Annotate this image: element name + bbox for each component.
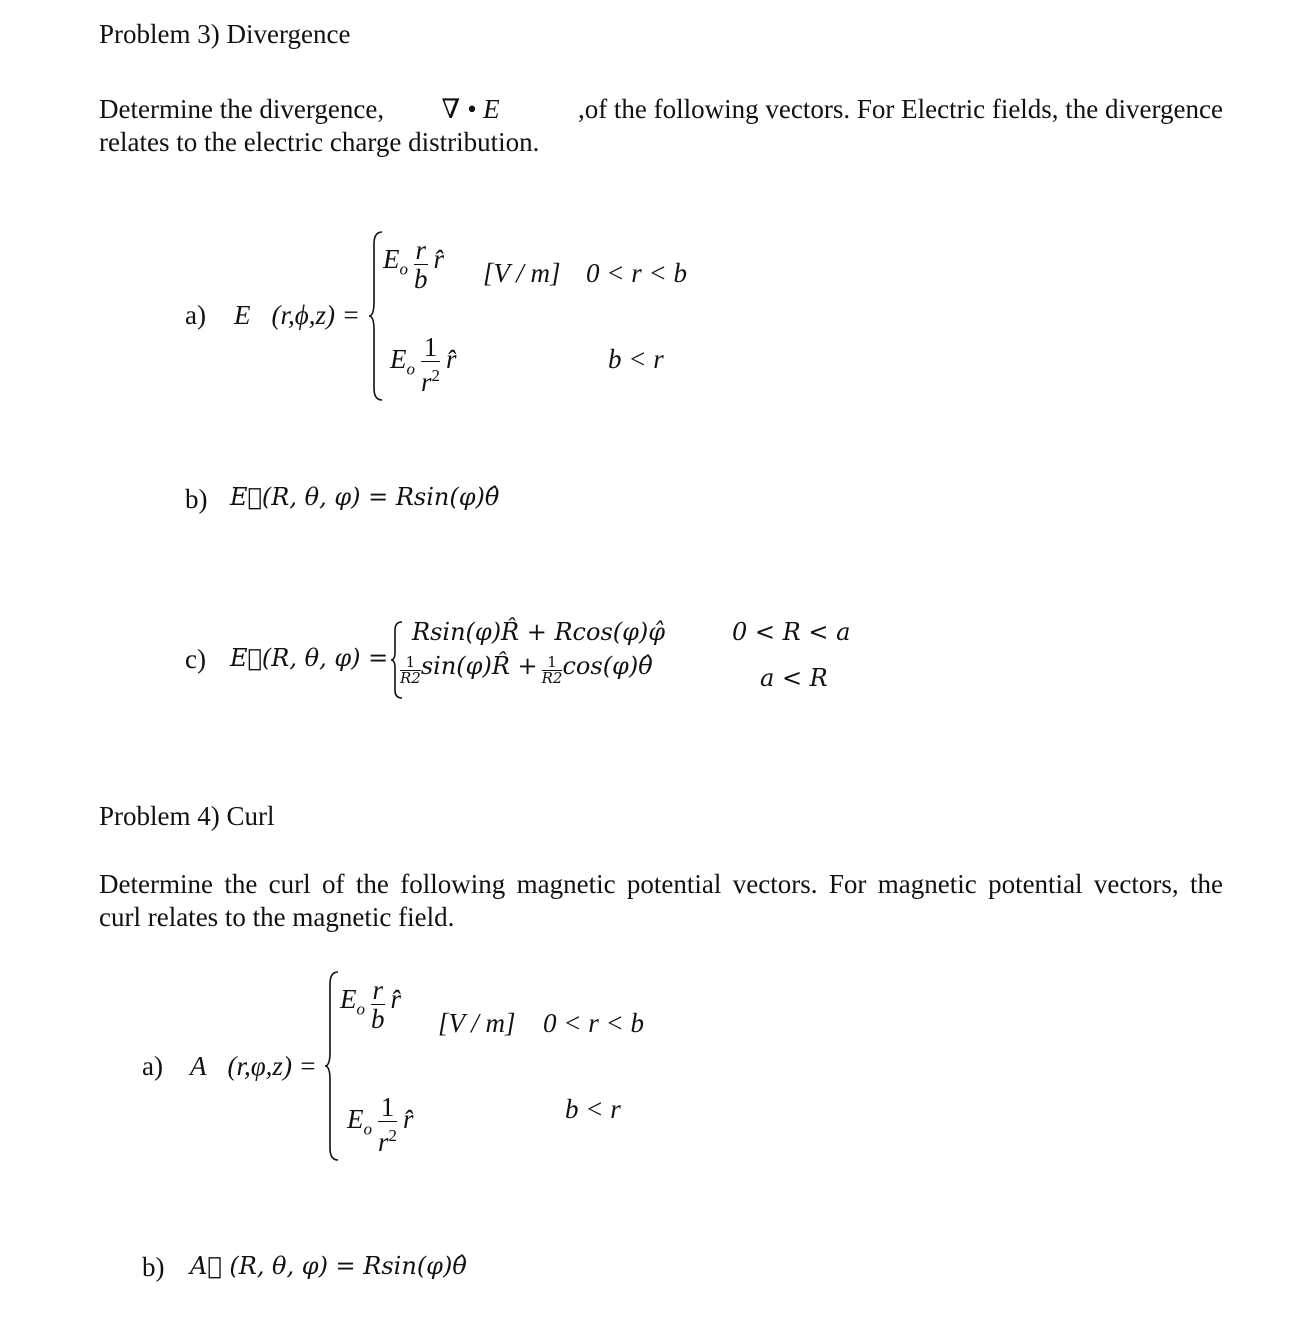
problem3-heading: Problem 3) Divergence: [99, 19, 351, 49]
p3a-range1: 0 < r < b: [586, 258, 687, 288]
p3a-units: [V / m]: [483, 258, 561, 288]
p3c-lhs: E⃗(R, θ, φ) =: [230, 644, 389, 672]
p3c-range2: a < R: [760, 664, 828, 692]
p3b-label: b): [185, 484, 208, 514]
p3c-range1: 0 < R < a: [732, 618, 851, 646]
p4a-case2: $E_o$ $\frac{1}{r^2}$ r̂: [347, 1092, 414, 1157]
p3c-case1-expr: Rsin(φ)R̂ + Rcos(φ)φ̂: [412, 618, 666, 646]
problem4-intro-line1: Determine the curl of the following magnetic potential vectors. For magnetic potential vectors, the: [99, 869, 1223, 899]
p4b-expr: A⃗ (R, θ, φ) = Rsin(φ)θ̂: [190, 1252, 467, 1280]
p4b-label: b): [142, 1252, 165, 1282]
p3a-label: a): [185, 300, 206, 330]
problem4-heading: Problem 4) Curl: [99, 801, 275, 831]
p3a-case1: $E_o$ $\frac{r}{b}$ r̂: [383, 235, 445, 294]
problem3-intro: [99, 93, 1223, 159]
p4a-case1: $E_o$ $\frac{r}{b}$ r̂: [340, 975, 402, 1034]
problem3-intro-line2: relates to the electric charge distribution.: [99, 127, 540, 157]
p3a-case2: $E_o$ $\frac{1}{r^2}$ r̂: [390, 332, 457, 397]
problem3-intro-part1: Determine the divergence,: [99, 94, 385, 124]
p4a-units: [V / m]: [438, 1008, 516, 1038]
problem3-intro-part2: ,of the following vectors. For Electric fields, the divergence: [577, 94, 1223, 124]
p4a-range2: b < r: [565, 1094, 621, 1124]
p3c-case2: $\frac{1}{R2}$ sin(φ)R̂ + $\frac{1}{R2}$ cos(φ)θ̂: [400, 652, 653, 687]
p4a-lhs: A⃗(r,φ,z) =: [190, 1051, 317, 1081]
p3a-range2: b < r: [608, 344, 664, 374]
p3b-expr: E⃗(R, θ, φ) = Rsin(φ)θ̂: [230, 483, 500, 511]
divergence-operator: ∇ • E⃗: [441, 94, 521, 124]
problem4-intro-line2: curl relates to the magnetic field.: [99, 902, 455, 932]
p4a-label: a): [142, 1051, 163, 1081]
p3a-lhs: E⃗(r,ϕ,z) =: [234, 300, 360, 330]
p4a-range1: 0 < r < b: [543, 1008, 644, 1038]
p3c-label: c): [185, 644, 206, 674]
problem4-intro: [99, 868, 1223, 934]
